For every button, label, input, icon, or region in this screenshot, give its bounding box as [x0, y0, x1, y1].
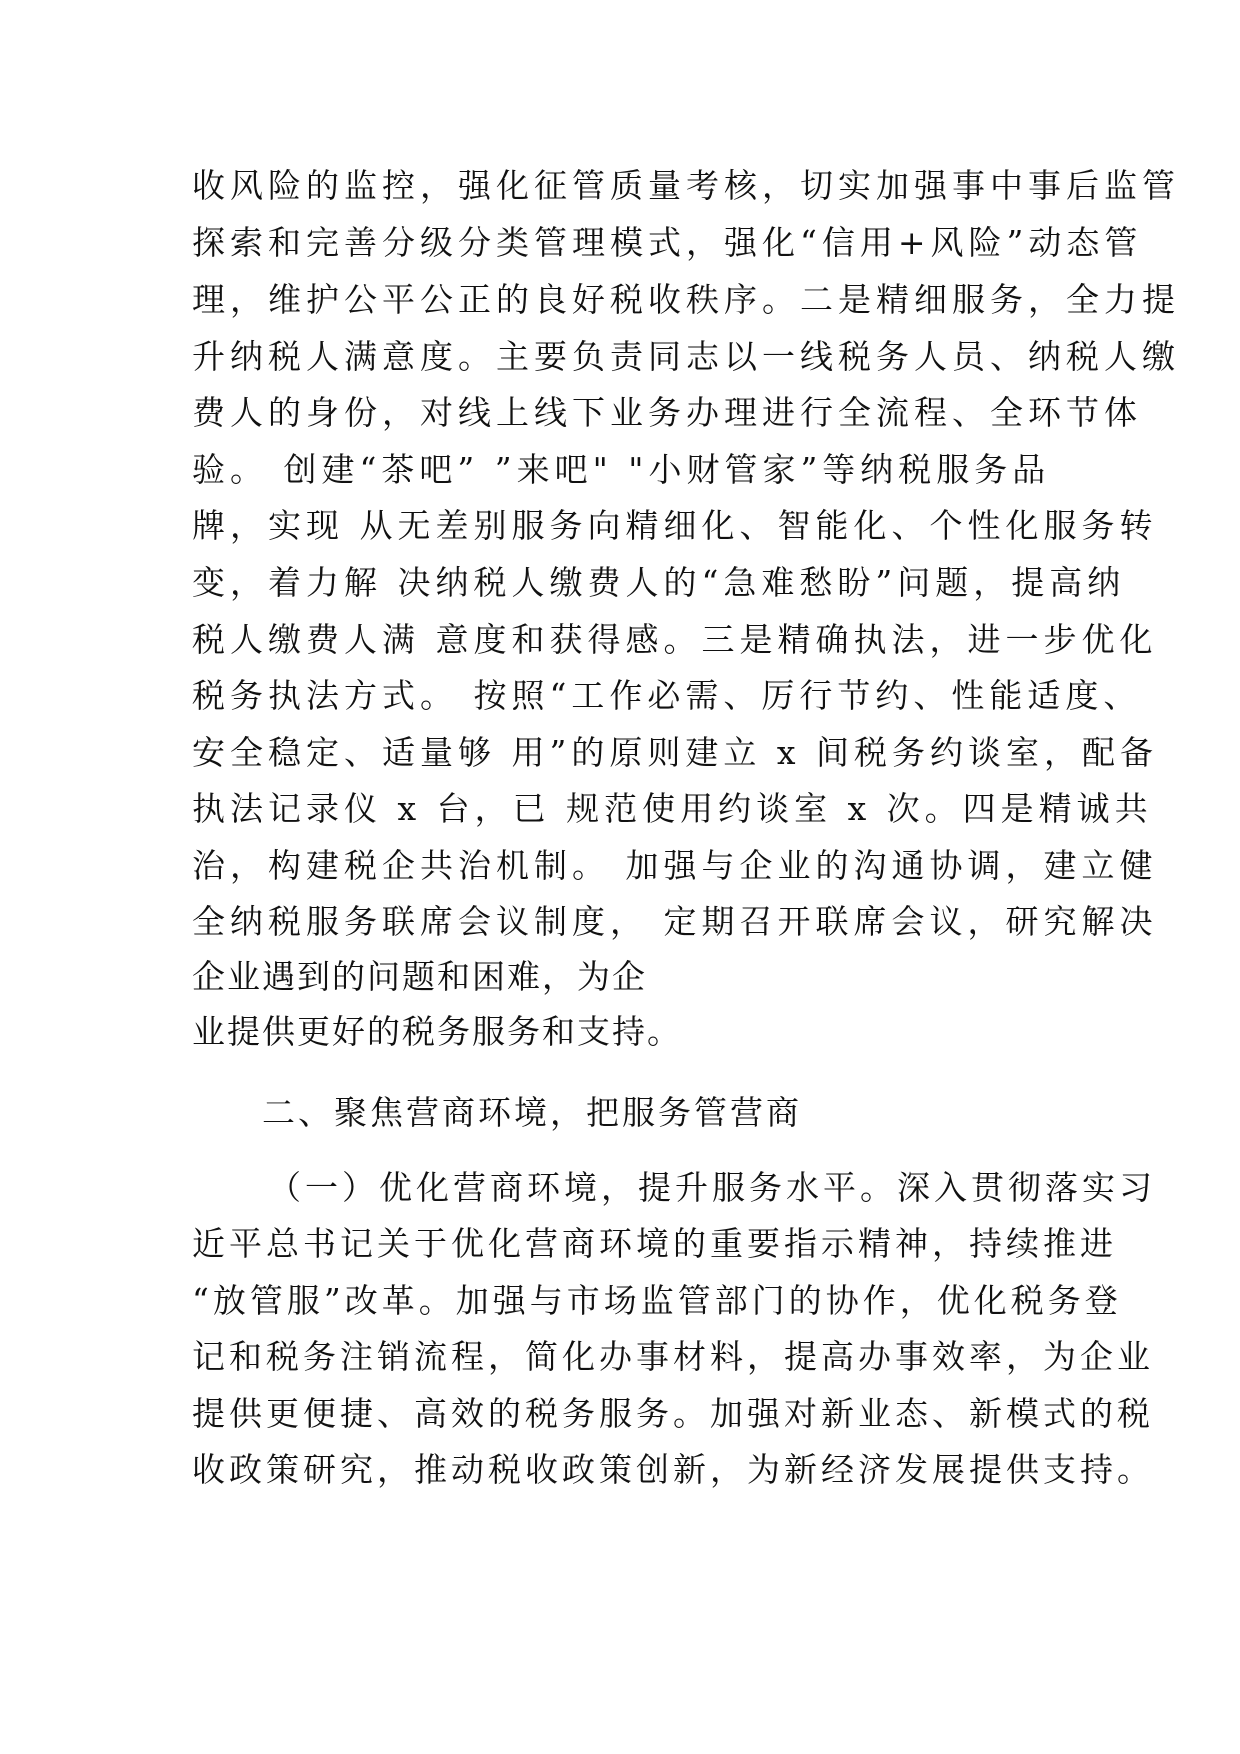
paragraph-line: （一）优化营商环境，提升服务水平。深入贯彻落实习: [268, 1168, 1156, 1207]
paragraph-line: 变，着力解 决纳税人缴费人的“急难愁盼”问题，提高纳: [192, 563, 1126, 602]
paragraph-line: 安全稳定、适量够 用”的原则建立 x 间税务约谈室，配备: [192, 733, 1158, 772]
paragraph-line: 全纳税服务联席会议制度， 定期召开联席会议，研究解决: [192, 902, 1158, 941]
paragraph-line: “放管服”改革。加强与市场监管部门的协作，优化税务登: [192, 1281, 1122, 1320]
paragraph-line: 治，构建税企共治机制。 加强与企业的沟通协调，建立健: [192, 846, 1158, 885]
paragraph-line: 升纳税人满意度。主要负责同志以一线税务人员、纳税人缴: [192, 337, 1180, 376]
paragraph-line: 税人缴费人满 意度和获得感。三是精确执法，进一步优化: [192, 620, 1158, 659]
paragraph-line: 税务执法方式。 按照“工作必需、厉行节约、性能适度、: [192, 676, 1142, 715]
section-heading: 二、聚焦营商环境，把服务管营商: [262, 1093, 802, 1132]
paragraph-line: 收风险的监控，强化征管质量考核，切实加强事中事后监管: [192, 166, 1180, 205]
paragraph-line: 理，维护公平公正的良好税收秩序。二是精细服务，全力提: [192, 280, 1180, 319]
paragraph-line: 探索和完善分级分类管理模式，强化“信用+风险”动态管: [192, 223, 1143, 262]
paragraph-line: 牌，实现 从无差别服务向精细化、智能化、个性化服务转: [192, 506, 1158, 545]
paragraph-line: 企业遇到的问题和困难，为企: [192, 957, 647, 996]
paragraph-line: 记和税务注销流程，简化办事材料，提高办事效率，为企业: [192, 1337, 1154, 1376]
paragraph-line: 业提供更好的税务服务和支持。: [192, 1012, 682, 1051]
paragraph-line: 执法记录仪 x 台，已 规范使用约谈室 x 次。四是精诚共: [192, 789, 1153, 828]
paragraph-line: 费人的身份，对线上线下业务办理进行全流程、全环节体: [192, 393, 1142, 432]
paragraph-line: 验。 创建“茶吧” ”来吧" "小财管家”等纳税服务品: [192, 450, 1051, 489]
paragraph-line: 近平总书记关于优化营商环境的重要指示精神，持续推进: [192, 1224, 1117, 1263]
paragraph-line: 收政策研究，推动税收政策创新，为新经济发展提供支持。: [192, 1450, 1154, 1489]
paragraph-line: 提供更便捷、高效的税务服务。加强对新业态、新模式的税: [192, 1394, 1154, 1433]
